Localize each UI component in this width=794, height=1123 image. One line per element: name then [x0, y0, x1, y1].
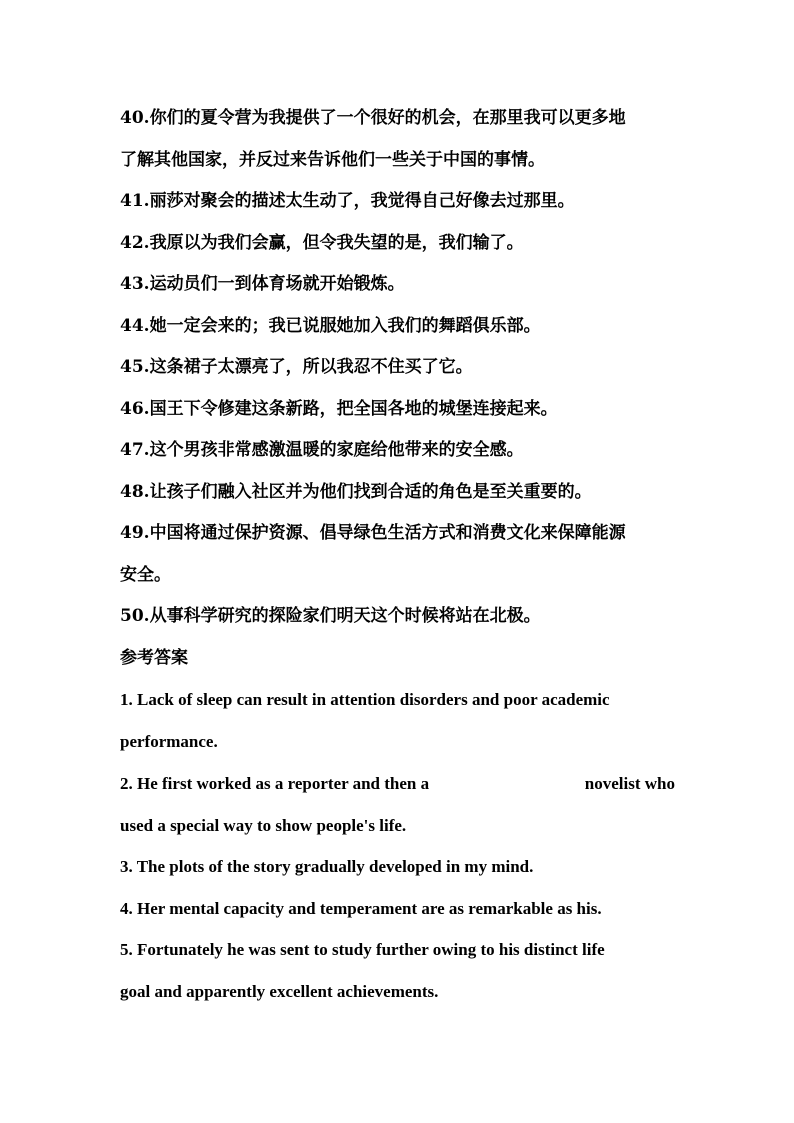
answer-2-line-1-start: 2. He first worked as a reporter and then a [120, 774, 430, 793]
item-41: 41.丽莎对聚会的描述太生动了，我觉得自己好像去过那里。 [120, 191, 575, 211]
item-46: 46.国王下令修建这条新路，把全国各地的城堡连接起来。 [120, 399, 558, 419]
item-42: 42.我原以为我们会赢，但令我失望的是，我们输了。 [120, 233, 524, 253]
item-49-line-1: 49.中国将通过保护资源、倡导绿色生活方式和消费文化来保障能源 [120, 523, 626, 543]
answers-heading: 参考答案 [120, 648, 188, 668]
answer-2-line-2: used a special way to show people's life. [120, 816, 407, 835]
answer-5-line-2: goal and apparently excellent achievements. [120, 982, 439, 1001]
item-40-line-2: 了解其他国家，并反过来告诉他们一些关于中国的事情。 [120, 150, 545, 170]
answer-4: 4. Her mental capacity and temperament are as remarkable as his. [120, 899, 602, 918]
item-50: 50.从事科学研究的探险家们明天这个时候将站在北极。 [120, 606, 541, 626]
item-48: 48.让孩子们融入社区并为他们找到合适的角色是至关重要的。 [120, 482, 592, 502]
answer-3: 3. The plots of the story gradually developed in my mind. [120, 857, 534, 876]
answer-2-line-1-end: novelist who [584, 774, 675, 793]
answer-5-line-1: 5. Fortunately he was sent to study further owing to his distinct life [120, 940, 605, 959]
item-43: 43.运动员们一到体育场就开始锻炼。 [120, 274, 405, 294]
item-49-line-2: 安全。 [120, 565, 171, 585]
item-47: 47.这个男孩非常感激温暖的家庭给他带来的安全感。 [120, 440, 524, 460]
item-44: 44.她一定会来的；我已说服她加入我们的舞蹈俱乐部。 [120, 316, 541, 336]
item-40-line-1: 40.你们的夏令营为我提供了一个很好的机会，在那里我可以更多地 [120, 108, 626, 128]
item-45: 45.这条裙子太漂亮了，所以我忍不住买了它。 [120, 357, 473, 377]
answer-2-line-1 [120, 772, 675, 796]
answer-1-line-1: 1. Lack of sleep can result in attention disorders and poor academic [120, 690, 610, 709]
answer-1-line-2: performance. [120, 732, 218, 751]
